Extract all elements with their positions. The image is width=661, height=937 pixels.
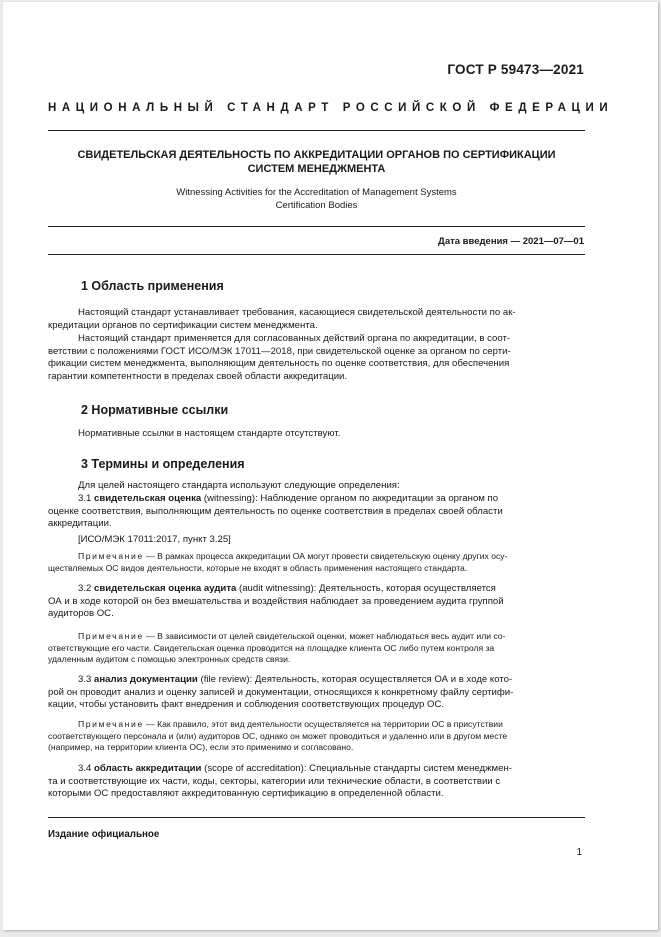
date-rule [48,254,585,255]
effective-date: Дата введения — 2021—07—01 [438,236,584,247]
title-rule [48,226,585,227]
term-3-1-name: свидетельская оценка [94,493,202,504]
term-3-2-note: Примечание — В зависимости от целей свидетельской оценки, может наблюдаться весь аудит или со- ответствующие его части. Свидетельская оценка проводится на площадке клиента ОС либо путем контроля за удаленным аудитом с помощью электронных средств связи. [48,631,506,665]
section-3-heading: 3 Термины и определения [81,457,245,471]
english-title-line-1: Witnessing Activities for the Accreditation of Management Systems [176,187,457,198]
english-title-line-2: Certification Bodies [275,200,358,211]
term-3-1: 3.1 свидетельская оценка (witnessing): Наблюдение органом по аккредитации за органом по оценке соответствия, выполняющим деятельность по оценке соответствия в пределах своей области аккредитации. [48,493,503,530]
term-3-1-source: [ИСО/МЭК 17011:2017, пункт 3.25] [78,534,231,545]
section-3-intro: Для целей настоящего стандарта используют следующие определения: [78,480,400,491]
term-3-3: 3.3 анализ документации (file review): Деятельность, которая осуществляется ОА и в ходе кото- рой он проводит анализ и оценку записей и документации, относящихся к конкретному файлу сертифи- кации, чтобы установить факт внедрения и соблюдения соответствующих процедур ОС. [48,674,514,711]
term-3-4-name: область аккредитации [94,763,202,774]
page-number: 1 [576,847,582,858]
header-rule [48,130,585,131]
title-line-1: СВИДЕТЕЛЬСКАЯ ДЕЯТЕЛЬНОСТЬ ПО АККРЕДИТАЦИИ ОРГАНОВ ПО СЕРТИФИКАЦИИ [77,149,556,161]
term-3-1-note: Примечание — В рамках процесса аккредитации ОА могут провести свидетельскую оценку других осу- ществляемых ОС видов деятельности, которые не входят в область применения настоящего стандарта. [48,551,508,573]
section-2-paragraph: Нормативные ссылки в настоящем стандарте отсутствуют. [78,428,341,439]
document-page [3,2,658,930]
term-3-2: 3.2 свидетельская оценка аудита (audit witnessing): Деятельность, которая осуществляется ОА и в ходе которой он без вмешательства и воздействия наблюдает за проведением аудита группой аудиторов ОС. [48,583,504,620]
section-1-heading: 1 Область применения [81,279,224,293]
section-1-paragraph-1: Настоящий стандарт устанавливает требования, касающиеся свидетельской деятельности по ак- кредитации органов по сертификации систем менеджмента. [48,307,516,331]
title-line-2: СИСТЕМ МЕНЕДЖМЕНТА [247,163,386,175]
section-1-paragraph-2: Настоящий стандарт применяется для согласованных действий органа по аккредитации, в соот- ветствии с положениями ГОСТ ИСО/МЭК 17011—2018, при свидетельской оценке за органом по серти- фикации систем менеджмента, выполняющим деятельность по оценке соответствия, для обеспечения гарантии компетентности в пределах своей области аккредитации. [48,333,511,382]
national-standard-banner: НАЦИОНАЛЬНЫЙ СТАНДАРТ РОССИЙСКОЙ ФЕДЕРАЦИИ [48,102,614,114]
document-title [48,148,585,176]
term-3-2-name: свидетельская оценка аудита [94,583,237,594]
section-2-heading: 2 Нормативные ссылки [81,403,229,417]
term-3-3-note: Примечание — Как правило, этот вид деятельности осуществляется на территории ОС в присутствии соответствующего персонала и (или) аудиторов ОС, однако он может проводиться и удаленно или в другом месте (например, на территории клиента ОС), если это применимо и согласовано. [48,719,508,753]
document-code: ГОСТ Р 59473—2021 [447,62,584,77]
english-title [48,186,585,212]
footer-rule [48,817,585,818]
official-edition: Издание официальное [48,829,160,840]
term-3-4: 3.4 область аккредитации (scope of accreditation): Специальные стандарты систем менеджмен- та и соответствующие их части, коды, секторы, категории или технические области, в соответствии с которыми ОС предоставляют аккредитованную сертификацию в определенной области. [48,763,512,800]
term-3-3-name: анализ документации [94,674,198,685]
